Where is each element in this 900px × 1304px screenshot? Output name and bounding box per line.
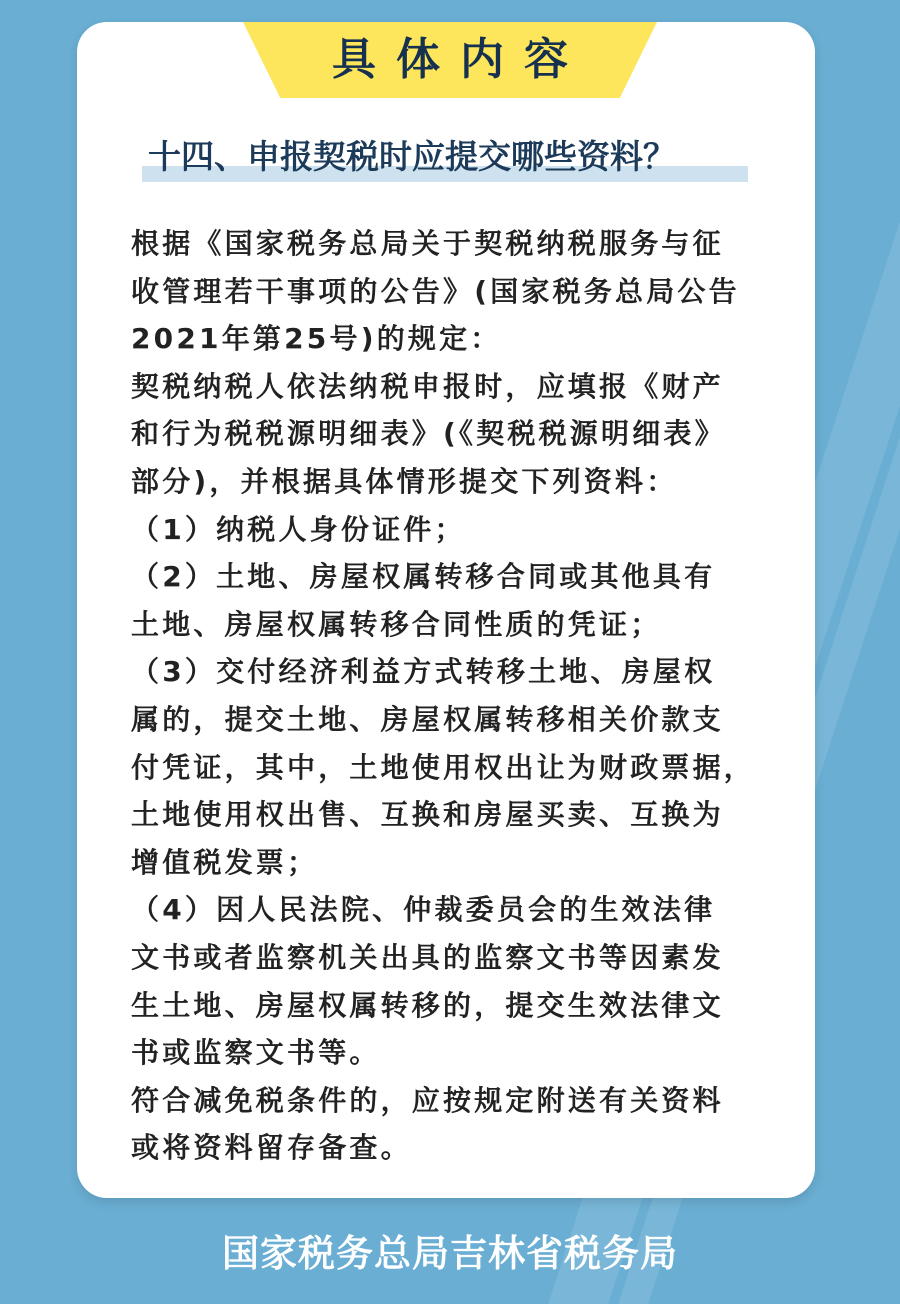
- body-line: 生土地、房屋权属转移的，提交生效法律文: [131, 988, 724, 1022]
- body-line: 契税纳税人依法纳税申报时，应填报《财产: [131, 369, 724, 403]
- body-line: 符合减免税条件的，应按规定附送有关资料: [131, 1083, 724, 1117]
- body-line: 增值税发票；: [131, 845, 319, 879]
- body-line: 和行为税税源明细表》(《契税税源明细表》: [131, 417, 726, 451]
- body-line: 土地使用权出售、互换和房屋买卖、互换为: [131, 798, 724, 832]
- question-title: 十四、申报契税时应提交哪些资料？: [148, 137, 676, 176]
- body-line: 或将资料留存备查。: [131, 1131, 412, 1165]
- body-line: 收管理若干事项的公告》(国家税务总局公告: [131, 274, 740, 308]
- body-line: 付凭证，其中，土地使用权出让为财政票据，: [131, 750, 756, 784]
- body-line: 土地、房屋权属转移合同性质的凭证；: [131, 607, 662, 641]
- body-line: （4）因人民法院、仲裁委员会的生效法律: [131, 893, 716, 927]
- body-line: 书或监察文书等。: [131, 1036, 381, 1070]
- body-line: 文书或者监察机关出具的监察文书等因素发: [131, 940, 724, 974]
- body-line: （3）交付经济利益方式转移土地、房屋权: [131, 655, 716, 689]
- header-title: 具体内容: [332, 34, 588, 85]
- body-line: 部分)，并根据具体情形提交下列资料：: [131, 464, 678, 498]
- body-line: 根据《国家税务总局关于契税纳税服务与征: [131, 227, 724, 260]
- body-line: 2021年第25号)的规定：: [131, 322, 502, 356]
- body-line: （2）土地、房屋权属转移合同或其他具有: [131, 560, 716, 594]
- footer-organization: 国家税务总局吉林省税务局: [222, 1232, 678, 1275]
- question-heading: [142, 134, 754, 184]
- body-line: 属的，提交土地、房屋权属转移相关价款支: [131, 702, 724, 736]
- body-line: （1）纳税人身份证件；: [131, 512, 466, 546]
- article-body: [131, 220, 771, 1172]
